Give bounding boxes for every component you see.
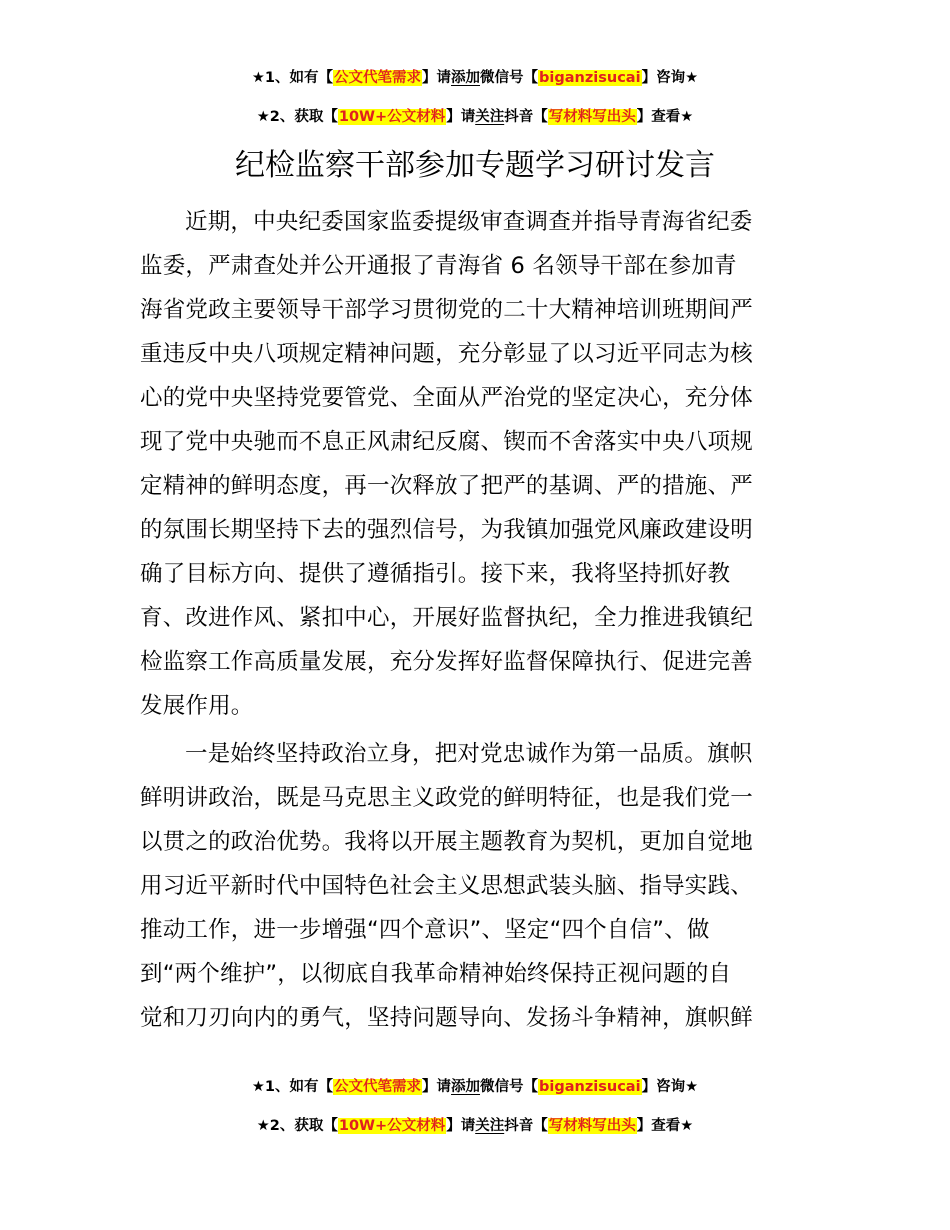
document-paragraph-2 [140,732,820,1040]
text-line: 到“两个维护”，以彻底自我革命精神始终保持正视问题的自 [140,961,732,987]
text-line: 推动工作，进一步增强“四个意识”、坚定“四个自信”、做 [140,917,710,943]
banner-text: 抖音【 [504,109,548,125]
text-line: 监委，严肃查处并公开通报了青海省 6 名领导干部在参加青 [140,253,737,279]
banner-text: ★2、获取【 [256,109,338,125]
text-line: 重违反中央八项规定精神问题，充分彰显了以习近平同志为核 [140,341,753,367]
text-line: 确了目标方向、提供了遵循指引。接下来，我将坚持抓好教 [140,561,731,587]
banner-text: 】请 [446,1118,476,1134]
text-line: 鲜明讲政治，既是马克思主义政党的鲜明特征，也是我们党一 [140,785,753,811]
highlight-materials: 10W+公文材料 [338,109,446,125]
text-line: 检监察工作高质量发展，充分发挥好监督保障执行、促进完善 [140,649,753,675]
highlight-wechat-id: biganzisucai [539,1079,641,1095]
banner-text: 】查看★ [636,1118,694,1134]
banner-text: 】请 [422,70,452,86]
highlight-wechat-id: biganzisucai [539,70,641,86]
text-line: 海省党政主要领导干部学习贯彻党的二十大精神培训班期间严 [140,297,753,323]
top-banner-line-2 [0,106,950,128]
text-line: 的氛围长期坚持下去的强烈信号，为我镇加强党风廉政建设明 [140,517,753,543]
underlined-text: 添加 [451,1079,481,1095]
text-line: 现了党中央驰而不息正风肃纪反腐、锲而不舍落实中央八项规 [140,429,753,455]
highlight-service: 公文代笔需求 [334,1079,422,1095]
text-line: 心的党中央坚持党要管党、全面从严治党的坚定决心，充分体 [140,385,753,411]
banner-text: 抖音【 [504,1118,548,1134]
banner-text: 微信号【 [480,70,539,86]
banner-text: ★1、如有【 [251,1079,334,1095]
top-banner-line-1 [0,67,950,89]
banner-text: 】请 [422,1079,452,1095]
banner-text: 】咨询★ [641,1079,699,1095]
banner-text: 】请 [446,109,476,125]
text-line: 发展作用。 [140,693,254,719]
text-line: 育、改进作风、紧扣中心，开展好监督执纪，全力推进我镇纪 [140,605,753,631]
underlined-text: 关注 [475,1118,505,1134]
text-line: 觉和刀刃向内的勇气，坚持问题导向、发扬斗争精神，旗帜鲜 [140,1005,753,1031]
underlined-text: 添加 [451,70,481,86]
text-line: 以贯之的政治优势。我将以开展主题教育为契机，更加自觉地 [140,829,753,855]
document-title: 纪检监察干部参加专题学习研讨发言 [235,148,715,183]
banner-text: ★1、如有【 [251,70,334,86]
highlight-materials: 10W+公文材料 [338,1118,446,1134]
banner-text: 微信号【 [480,1079,539,1095]
underlined-text: 关注 [475,109,505,125]
text-line: 一是始终坚持政治立身，把对党忠诚作为第一品质。旗帜 [185,741,753,767]
banner-text: 】查看★ [636,109,694,125]
text-line: 定精神的鲜明态度，再一次释放了把严的基调、严的措施、严 [140,473,753,499]
highlight-service: 公文代笔需求 [334,70,422,86]
text-line: 近期，中央纪委国家监委提级审查调查并指导青海省纪委 [185,209,753,235]
banner-text: 】咨询★ [641,70,699,86]
highlight-douyin-account: 写材料写出头 [548,1118,636,1134]
bottom-banner-line-1 [0,1076,950,1098]
highlight-douyin-account: 写材料写出头 [548,109,636,125]
text-line: 用习近平新时代中国特色社会主义思想武装头脑、指导实践、 [140,873,753,899]
document-paragraph-1 [140,200,820,728]
banner-text: ★2、获取【 [256,1118,338,1134]
bottom-banner-line-2 [0,1115,950,1137]
